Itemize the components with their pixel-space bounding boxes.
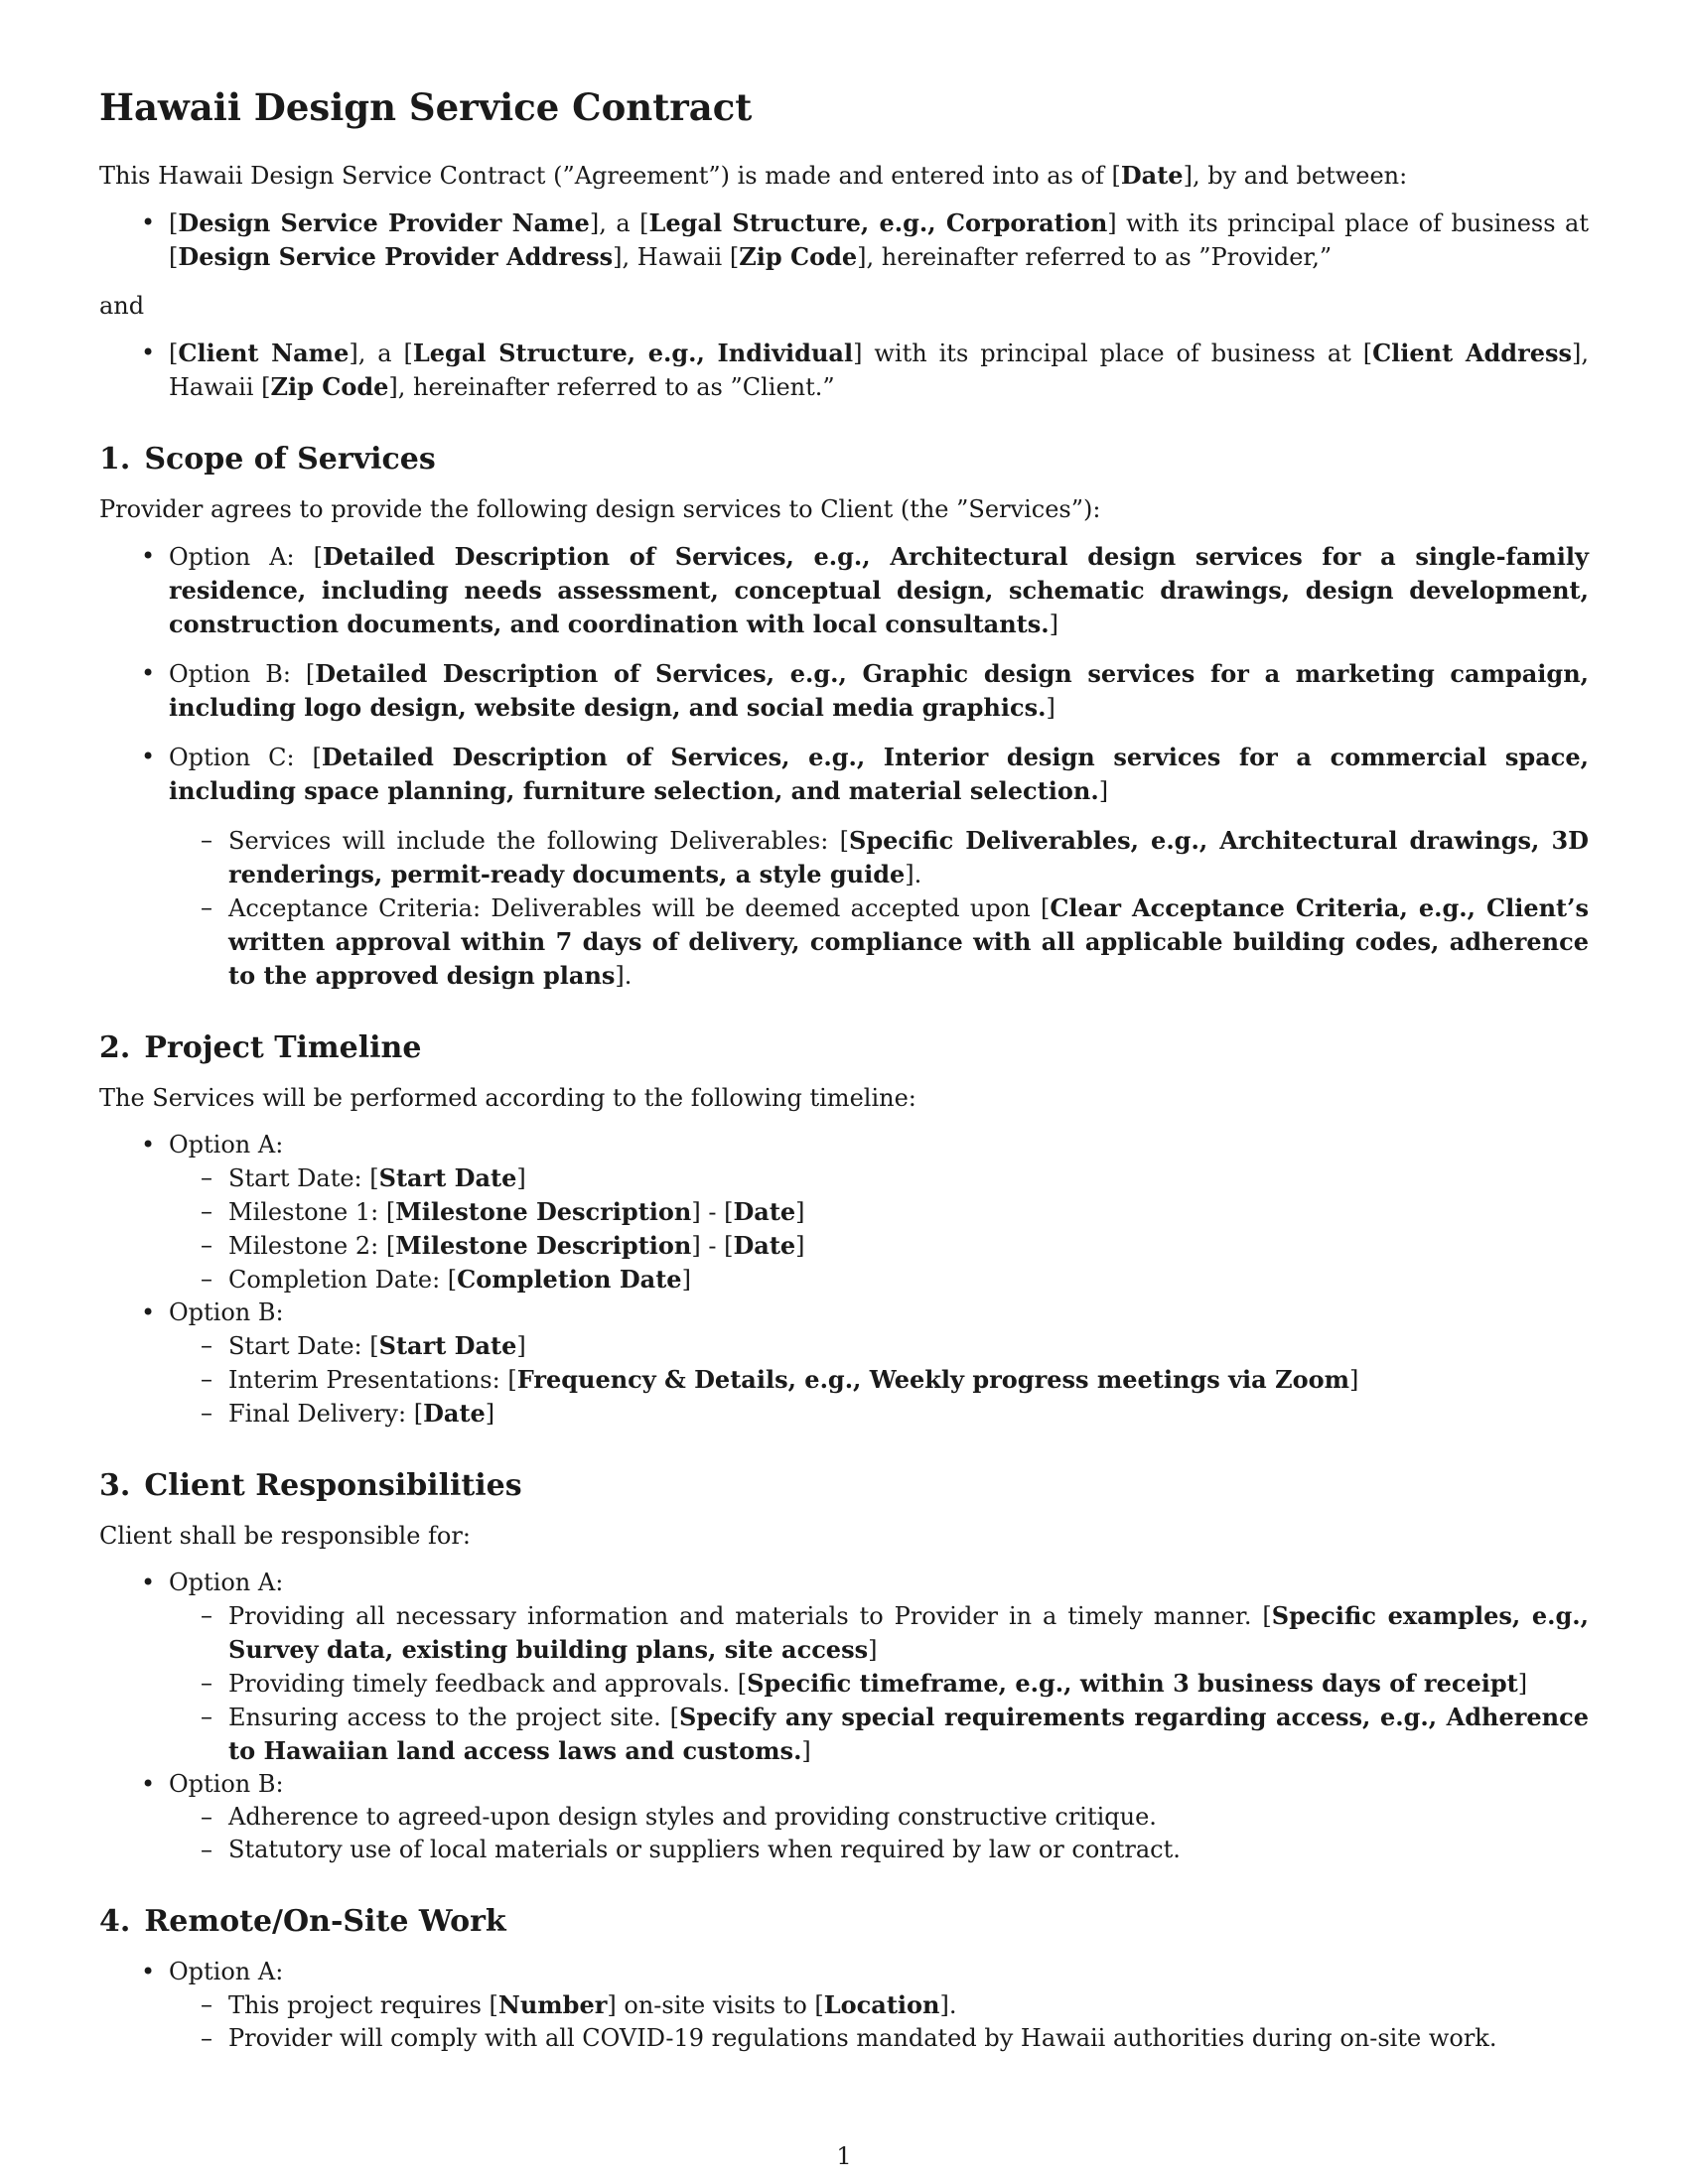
list-item: • Option A: – This project requires [Number] on-site visits to [Location]. – Provider will comply with all COVID-19 regulations mandated by Hawaii authorities during on-site work. [99,1956,1589,2055]
list-item: – Milestone 2: [Milestone Description] - [Date] [169,1229,1589,1263]
list-item: – Interim Presentations: [Frequency & Details, e.g., Weekly progress meetings via Zoom] [169,1363,1589,1397]
remote-options [99,1956,1589,2055]
list-item: – Start Date: [Start Date] [169,1161,1589,1195]
timeline-options [99,1129,1589,1431]
list-item: – Providing timely feedback and approvals. [Specific timeframe, e.g., within 3 business days of receipt] [169,1667,1589,1701]
list-item: – Adherence to agreed-upon design styles and providing constructive critique. [169,1801,1589,1834]
list-item: • Option B: – Start Date: [Start Date] – Interim Presentations: [Frequency & Details, e.g., Weekly progress meetings via Zoom] – Final Delivery: [Date] [99,1297,1589,1431]
section-heading-client-responsibilities: 3. Client Responsibilities [99,1468,522,1504]
party-provider: • [Design Service Provider Name], a [Legal Structure, e.g., Corporation] with its principal place of business at [Design Service Provider Address], Hawaii [Zip Code], hereinafter referred to as ”Provider,” [99,206,1589,274]
list-item: • Option A: – Start Date: [Start Date] – Milestone 1: [Milestone Description] - [Date] – Milestone 2: [Milestone Description] - [Date] – Completion Date: [Completion Date] [99,1129,1589,1297]
scope-options [99,540,1589,993]
scope-intro: Provider agrees to provide the following design services to Client (the ”Services”): [99,495,1101,524]
timeline-intro: The Services will be performed according to the following timeline: [99,1084,916,1113]
timeline-option-b [169,1329,1589,1431]
and-connector: and [99,292,145,321]
scope-sublist [169,824,1589,993]
section-heading-timeline: 2. Project Timeline [99,1030,422,1066]
list-item: – Start Date: [Start Date] [169,1329,1589,1363]
list-item: • Option B: – Adherence to agreed-upon design styles and providing constructive critique. – Statutory use of local materials or suppliers when required by law or contract. [99,1768,1589,1866]
list-item: – Provider will comply with all COVID-19 regulations mandated by Hawaii authorities during on-site work. [169,2022,1589,2055]
timeline-option-a [169,1161,1589,1297]
intro-paragraph: This Hawaii Design Service Contract (”Agreement”) is made and entered into as of [Date], by and between: [99,161,1408,191]
party-client: • [Client Name], a [Legal Structure, e.g., Individual] with its principal place of business at [Client Address], Hawaii [Zip Code], hereinafter referred to as ”Client.” [99,337,1589,404]
list-item: – This project requires [Number] on-site visits to [Location]. [169,1988,1589,2022]
list-item: – Statutory use of local materials or suppliers when required by law or contract. [169,1834,1589,1866]
party-list-provider [99,206,1589,274]
list-item: • Option B: [Detailed Description of Services, e.g., Graphic design services for a marketing campaign, including logo design, website design, and social media graphics.] [99,657,1589,725]
document-title: Hawaii Design Service Contract [99,85,753,129]
responsibilities-options [99,1567,1589,1866]
responsibilities-option-b [169,1801,1589,1866]
section-heading-remote-onsite: 4. Remote/On-Site Work [99,1904,506,1940]
page-number: 1 [836,2142,852,2170]
party-list-client [99,337,1589,404]
list-item: – Services will include the following Deliverables: [Specific Deliverables, e.g., Architectural drawings, 3D renderings, permit-ready documents, a style guide]. [169,824,1589,891]
responsibilities-intro: Client shall be responsible for: [99,1522,471,1551]
list-item: • Option C: [Detailed Description of Services, e.g., Interior design services for a commercial space, including space planning, furniture selection, and material selection.] – Services will include the following Deliverables: [Specific Deliverables, e.g., Architectural drawings, 3D renderings, permit-ready documents, a style guide]. – Acceptance Criteria: Deliverables will be deemed accepted upon [Clear Acceptance Criteria, e.g., Client’s written approval within 7 days of delivery, compliance with all applicable building codes, adherence to the approved design plans]. [99,741,1589,993]
remote-option-a [169,1988,1589,2055]
list-item: – Final Delivery: [Date] [169,1397,1589,1431]
list-item: – Completion Date: [Completion Date] [169,1263,1589,1297]
list-item: – Providing all necessary information and materials to Provider in a timely manner. [Specific examples, e.g., Survey data, existing building plans, site access] [169,1599,1589,1667]
list-item: – Milestone 1: [Milestone Description] - [Date] [169,1195,1589,1229]
responsibilities-option-a [169,1599,1589,1768]
list-item: • Option A: [Detailed Description of Services, e.g., Architectural design services for a single-family residence, including needs assessment, conceptual design, schematic drawings, design development, construction documents, and coordination with local consultants.] [99,540,1589,641]
list-item: – Ensuring access to the project site. [Specify any special requirements regarding access, e.g., Adherence to Hawaiian land access laws and customs.] [169,1701,1589,1768]
section-heading-scope: 1. Scope of Services [99,442,436,478]
list-item: • Option A: – Providing all necessary information and materials to Provider in a timely manner. [Specific examples, e.g., Survey data, existing building plans, site access] – Providing timely feedback and approvals. [Specific timeframe, e.g., within 3 business days of receipt] – Ensuring access to the project site. [Specify any special requirements regarding access, e.g., Adherence to Hawaiian land access laws and customs.] [99,1567,1589,1768]
list-item: – Acceptance Criteria: Deliverables will be deemed accepted upon [Clear Acceptance Criteria, e.g., Client’s written approval within 7 days of delivery, compliance with all applicable building codes, adherence to the approved design plans]. [169,891,1589,993]
